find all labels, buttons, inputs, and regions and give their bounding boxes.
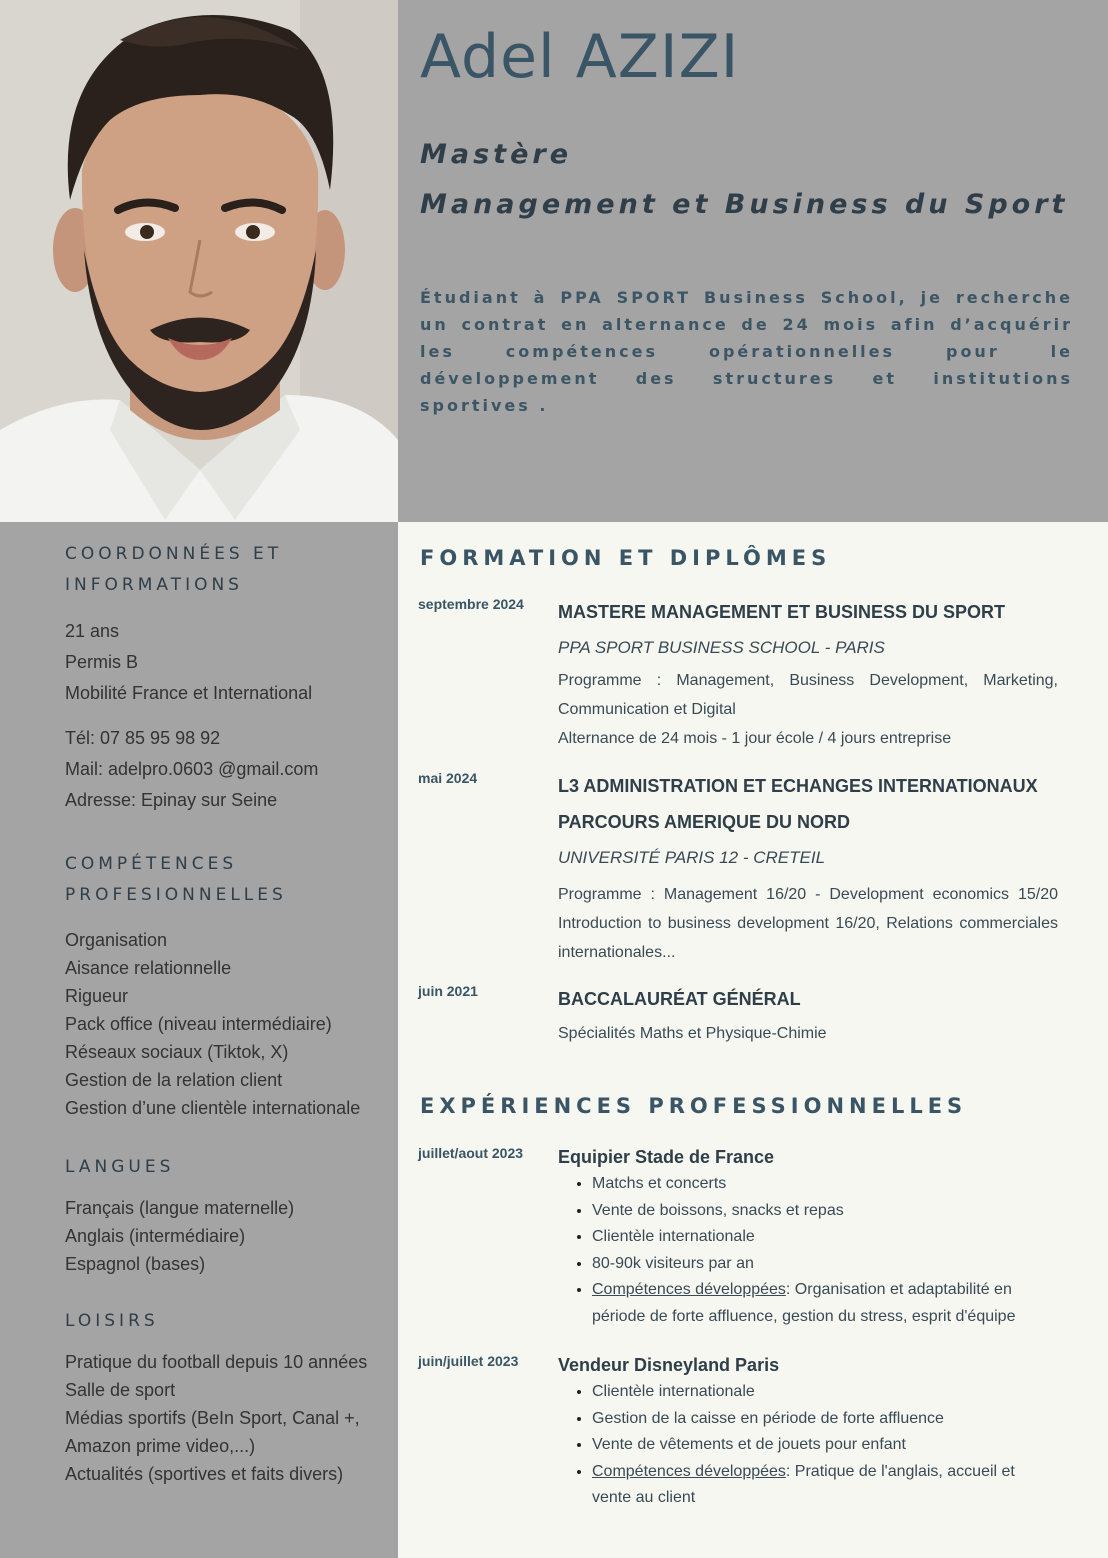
experience-title: EXPÉRIENCES PROFESSIONNELLES <box>420 1094 968 1118</box>
list-item: Mobilité France et International <box>65 683 313 703</box>
list-item: Amazon prime video,...) <box>65 1436 256 1456</box>
profile-photo <box>0 0 398 522</box>
list-item <box>592 1277 1058 1330</box>
degree-line-2: Management et Business du Sport <box>420 189 1069 220</box>
skills-text: : Organisation et adaptabilité en période de forte affluence, gestion du stress, esprit d'équipe <box>592 1281 1016 1325</box>
list-item: Salle de sport <box>65 1380 176 1400</box>
entry-date: septembre 2024 <box>418 596 524 612</box>
entry-program: Programme : Management, Business Development, Marketing, Communication et Digital <box>558 672 1058 718</box>
entry-bullets <box>558 1171 1058 1330</box>
list-item: Rigueur <box>65 986 129 1006</box>
hobbies-section <box>65 1306 385 1488</box>
address: Adresse: Epinay sur Seine <box>65 790 278 810</box>
list-item: • 80-90k visiteurs par an <box>592 1251 1058 1278</box>
entry-body <box>558 594 1058 753</box>
contact-list <box>65 723 385 816</box>
list-item: Permis B <box>65 652 139 672</box>
list-item: • Gestion de la caisse en période de forte affluence <box>592 1406 1058 1433</box>
languages-title: LANGUES <box>65 1157 175 1177</box>
list-item: Espagnol (bases) <box>65 1254 206 1274</box>
languages-list <box>65 1194 385 1278</box>
list-item: • Clientèle internationale <box>592 1379 1058 1406</box>
entry-date: mai 2024 <box>418 770 478 786</box>
hobbies-list <box>65 1348 385 1488</box>
entry-body <box>558 1351 1058 1512</box>
list-item: Anglais (intermédiaire) <box>65 1226 246 1246</box>
skills-title <box>65 849 385 911</box>
list-item: Médias sportifs (BeIn Sport, Canal +, <box>65 1408 360 1428</box>
list-item: Pack office (niveau intermédiaire) <box>65 1014 332 1034</box>
list-item: Aisance relationnelle <box>65 958 232 978</box>
entry-body <box>558 1143 1058 1330</box>
email: Mail: adelpro.0603 @gmail.com <box>65 759 319 779</box>
entry-date: juillet/aout 2023 <box>418 1145 524 1161</box>
list-item: Organisation <box>65 930 168 950</box>
languages-section <box>65 1152 385 1278</box>
entry-title: BACCALAURÉAT GÉNÉRAL <box>558 989 801 1009</box>
skills-title-line-1: COMPÉTENCES <box>65 854 238 874</box>
education-title: FORMATION ET DIPLÔMES <box>420 546 832 570</box>
skills-text: : Pratique de l'anglais, accueil et vente au client <box>592 1462 1015 1506</box>
phone: Tél: 07 85 95 98 92 <box>65 728 221 748</box>
list-item: Actualités (sportives et faits divers) <box>65 1464 344 1484</box>
entry-title: Vendeur Disneyland Paris <box>558 1355 780 1375</box>
entry-date: juin 2021 <box>418 983 478 999</box>
entry-body <box>558 768 1058 967</box>
entry-body <box>558 981 1058 1048</box>
list-item: • Matchs et concerts <box>592 1171 1058 1198</box>
entry-bullets <box>558 1379 1058 1512</box>
degree-title <box>420 130 1068 230</box>
list-item: Pratique du football depuis 10 années <box>65 1352 368 1372</box>
intro-paragraph: Étudiant à PPA SPORT Business School, je recherche un contrat en alternance de 24 mois afin d’acquérir les compétences opérationnelles pour le développement des structures et institutions sportives . <box>420 288 1073 415</box>
skills-title-line-2: PROFESIONNELLES <box>65 885 287 905</box>
list-item: Réseaux sociaux (Tiktok, X) <box>65 1042 289 1062</box>
list-item: 21 ans <box>65 621 120 641</box>
skills-label: Compétences développées <box>592 1462 786 1480</box>
list-item: Gestion d’une clientèle internationale <box>65 1098 361 1118</box>
entry-title: Equipier Stade de France <box>558 1147 775 1167</box>
entry-date: juin/juillet 2023 <box>418 1353 519 1369</box>
contact-title-line-2: INFORMATIONS <box>65 575 243 595</box>
entry-program: Spécialités Maths et Physique-Chimie <box>558 1025 827 1042</box>
sidebar <box>0 522 398 1558</box>
skills-list <box>65 926 385 1122</box>
skills-section <box>65 849 385 1122</box>
hobbies-title: LOISIRS <box>65 1311 159 1331</box>
entry-title: MASTERE MANAGEMENT ET BUSINESS DU SPORT <box>558 602 1006 622</box>
list-item: • Clientèle internationale <box>592 1224 1058 1251</box>
list-item: Français (langue maternelle) <box>65 1198 295 1218</box>
entry-program: Programme : Management 16/20 - Development economics 15/20 Introduction to business development 16/20, Relations commerciales internationales... <box>558 886 1058 961</box>
entry-school: UNIVERSITÉ PARIS 12 - CRETEIL <box>558 848 826 867</box>
entry-title-2: PARCOURS AMERIQUE DU NORD <box>558 812 851 832</box>
entry-extra: Alternance de 24 mois - 1 jour école / 4 jours entreprise <box>558 730 952 747</box>
list-item <box>592 1459 1058 1512</box>
degree-line-1: Mastère <box>420 139 573 170</box>
main-content <box>398 522 1108 1558</box>
contact-title <box>65 539 385 601</box>
candidate-name: Adel AZIZI <box>420 22 740 92</box>
info-list <box>65 616 385 709</box>
header-panel <box>398 0 1108 522</box>
contact-title-line-1: COORDONNÉES ET <box>65 544 283 564</box>
list-item: • Vente de boissons, snacks et repas <box>592 1198 1058 1225</box>
portrait-illustration <box>0 0 398 522</box>
contact-section <box>65 539 385 816</box>
list-item: Gestion de la relation client <box>65 1070 283 1090</box>
skills-label: Compétences développées <box>592 1281 786 1298</box>
list-item: • Vente de vêtements et de jouets pour enfant <box>592 1432 1058 1459</box>
entry-school: PPA SPORT BUSINESS SCHOOL - PARIS <box>558 638 885 657</box>
entry-title: L3 ADMINISTRATION ET ECHANGES INTERNATIONAUX <box>558 776 1038 796</box>
